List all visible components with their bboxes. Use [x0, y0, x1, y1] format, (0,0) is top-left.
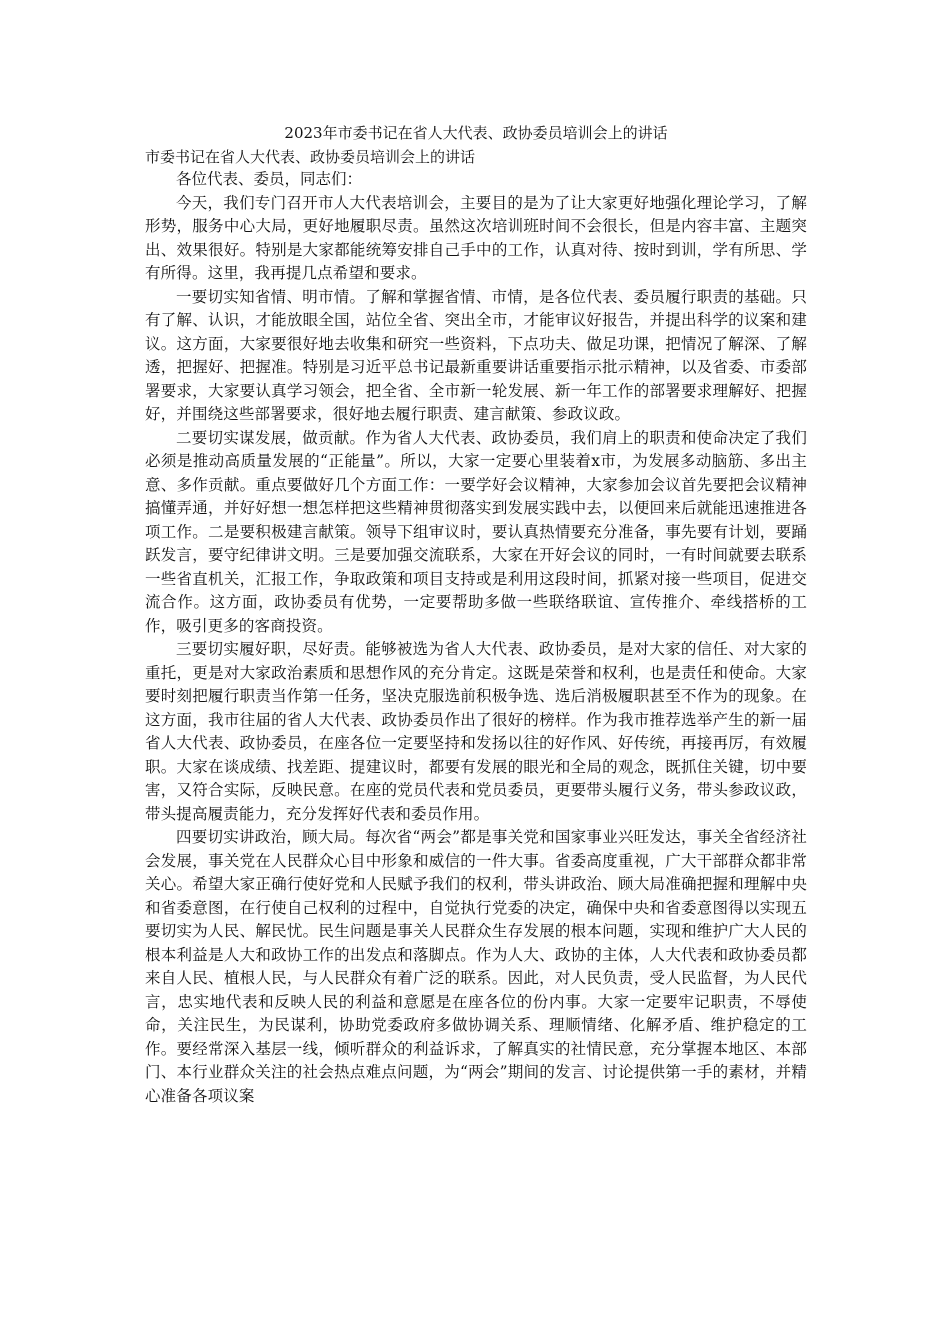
- document-title: 2023年市委书记在省人大代表、政协委员培训会上的讲话: [284, 124, 668, 142]
- paragraph-point-3: 三要切实履好职，尽好责。能够被选为省人大代表、政协委员，是对大家的信任、对大家的重托，更是对大家政治素质和思想作风的充分肯定。这既是荣誉和权利，也是责任和使命。大家要时刻把履行职责当作第一任务，坚决克服选前积极争选、选后消极履职甚至不作为的现象。在这方面，我市往届的省人大代表、政协委员作出了很好的榜样。作为我市推荐选举产生的新一届省人大代表、政协委员，在座各位一定要坚持和发扬以往的好作风、好传统，再接再厉，有效履职。大家在谈成绩、找差距、提建议时，都要有发展的眼光和全局的观念，既抓住关键，切中要害，又符合实际，反映民意。在座的党员代表和党员委员，更要带头履行义务，带头参政议政，带头提高履责能力，充分发挥好代表和委员作用。: [145, 640, 807, 823]
- salutation: 各位代表、委员，同志们：: [176, 170, 363, 188]
- paragraph-point-1: 一要切实知省情、明市情。了解和掌握省情、市情，是各位代表、委员履行职责的基础。只有了解、认识，才能放眼全国，站位全省、突出全市，才能审议好报告，并提出科学的议案和建议。这方面，大家要很好地去收集和研究一些资料，下点功夫、做足功课，把情况了解深、了解透，把握好、把握准。特别是习近平总书记最新重要讲话重要指示批示精神，以及省委、市委部署要求，大家要认真学习领会，把全省、全市新一轮发展、新一年工作的部署要求理解好、把握好，并围绕这些部署要求，很好地去履行职责、建言献策、参政议政。: [145, 287, 807, 423]
- paragraph-intro: 今天，我们专门召开市人大代表培训会，主要目的是为了让大家更好地强化理论学习，了解形势，服务中心大局，更好地履职尽责。虽然这次培训班时间不会很长，但是内容丰富、主题突出、效果很好。特别是大家都能统筹安排自己手中的工作，认真对待、按时到训，学有所思、学有所得。这里，我再提几点希望和要求。: [145, 193, 807, 282]
- paragraph-point-4: 四要切实讲政治，顾大局。每次省“两会”都是事关党和国家事业兴旺发达，事关全省经济社会发展，事关党在人民群众心目中形象和威信的一件大事。省委高度重视，广大干部群众都非常关心。希望大家正确行使好党和人民赋予我们的权利，带头讲政治、顾大局准确把握和理解中央和省委意图，在行使自己权利的过程中，自觉执行党委的决定，确保中央和省委意图得以实现五要切实为人民、解民忧。民生问题是事关人民群众生存发展的根本问题，实现和维护广大人民的根本利益是人大和政协工作的出发点和落脚点。作为人大、政协的主体，人大代表和政协委员都来自人民、植根人民，与人民群众有着广泛的联系。因此，对人民负责，受人民监督，为人民代言，忠实地代表和反映人民的利益和意愿是在座各位的份内事。大家一定要牢记职责，不辱使命，关注民生，为民谋利，协助党委政府多做协调关系、理顺情绪、化解矛盾、维护稳定的工作。要经常深入基层一线，倾听群众的利益诉求，了解真实的社情民意，充分掌握本地区、本部门、本行业群众关注的社会热点难点问题，为“两会”期间的发言、讨论提供第一手的素材，并精心准备各项议案: [145, 828, 807, 1105]
- document-page: [145, 122, 807, 1108]
- document-subtitle: 市委书记在省人大代表、政协委员培训会上的讲话: [145, 148, 476, 166]
- paragraph-point-2: 二要切实谋发展，做贡献。作为省人大代表、政协委员，我们肩上的职责和使命决定了我们必须是推动高质量发展的“正能量”。所以，大家一定要心里装着x市，为发展多动脑筋、多出主意、多作贡献。重点要做好几个方面工作：一要学好会议精神，大家参加会议首先要把会议精神搞懂弄通，并好好想一想怎样把这些精神贯彻落实到发展实践中去，以便回来后就能迅速推进各项工作。二是要积极建言献策。领导下组审议时，要认真热情要充分准备，事先要有计划，要踊跃发言，要守纪律讲文明。三是要加强交流联系，大家在开好会议的同时，一有时间就要去联系一些省直机关，汇报工作，争取政策和项目支持或是利用这段时间，抓紧对接一些项目，促进交流合作。这方面，政协委员有优势，一定要帮助多做一些联络联谊、宣传推介、牵线搭桥的工作，吸引更多的客商投资。: [145, 428, 807, 635]
